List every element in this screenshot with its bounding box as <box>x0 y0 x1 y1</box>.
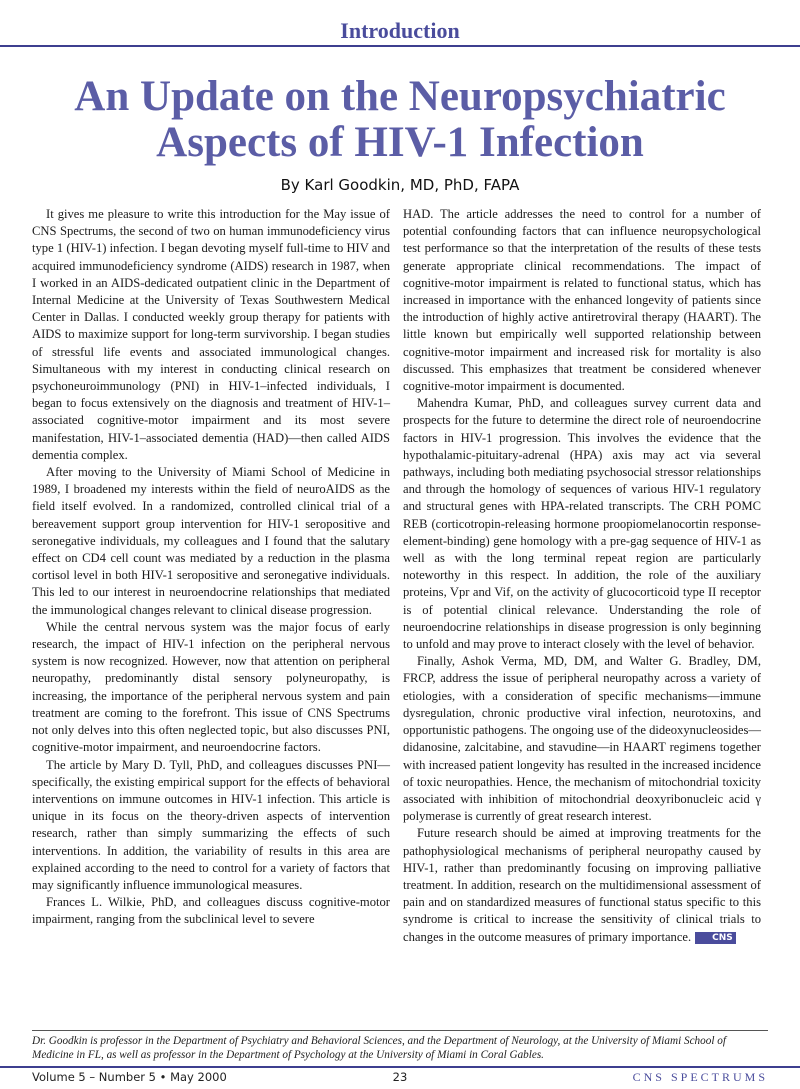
byline: By Karl Goodkin, MD, PhD, FAPA <box>280 176 520 194</box>
paragraph: Mahendra Kumar, PhD, and colleagues survey current data and prospects for the future to determine the direct role of neuroendocrine factors in HIV-1 progression. This involves the evidence that the hypothalamic-pituitary-adrenal (HPA) axis may act via several pathways, including both mediating psychosocial stressor relationships and through the homology of sequences of various HIV-1 regulatory and structural genes with HPA-related transcripts. The CRH POMC REB (corticotropin-releasing hormone proopiomelanocortin response-element-binding) gene homology with a pre-gag sequence of HIV-1 as well as with the long terminal repeat region are particularly noteworthy in this respect. In addition, the role of the auxiliary proteins, Vpr and Vif, on the activity of glucocorticoid type II receptor is of potential clinical relevance. Understanding the role of neuroendocrine relationships in disease progression is only beginning to unfold and may prove to interact closely with the level of behavior. <box>403 396 761 652</box>
paragraph-text: Future research should be aimed at improving treatments for the pathophysiological mechanisms of peripheral neuropathy caused by HIV-1, rather than predominantly focusing on improving palliative treatment. In addition, research on the multidimensional assessment of pain and on standardized measures of functional status specific to this syndrome is critical to increase the sensitivity of clinical trials to changes in the outcome measures of primary importance. <box>403 826 761 944</box>
footnote-rule <box>32 1030 768 1031</box>
page-footer <box>0 1066 800 1089</box>
paragraph: It gives me pleasure to write this introduction for the May issue of CNS Spectrums, the second of two on human immunodeficiency virus type 1 (HIV-1) infection. I began devoting myself full-time to HIV and acquired immunodeficiency syndrome (AIDS) research in 1987, when I worked in an AIDS-dedicated outpatient clinic in the Department of Internal Medicine at the University of Texas Southwestern Medical Center in Dallas. I conducted weekly group therapy for patients with AIDS to maximize support for long-term survivorship. I began studies of stressful life events and associated immunological changes. Simultaneous with my interest in conducting clinical research on psychoneuroimmunology (PNI) in HIV-1–infected individuals, I began to focus extensively on the diagnosis and treatment of HIV-1–associated cognitive-motor impairment and its most severe manifestation, HIV-1–associated dementia (HAD)—then called AIDS dementia complex. <box>32 207 390 462</box>
page-number: 23 <box>392 1070 408 1084</box>
right-column <box>403 206 761 946</box>
paragraph: HAD. The article addresses the need to control for a number of potential confounding factors that can influence neuropsychological test performance so that the interpretation of the results of these tests generate appropriate clinical recommendations. The impact of cognitive-motor impairment is related to functional status, which has increased in importance with the enhanced longevity of patients since the introduction of highly active antiretroviral therapy (HAART). The little known but empirically well supported relationship between cognitive-motor impairment and increased risk for mortality is also discussed. This emphasizes that treatment be considered whenever cognitive-motor impairment is documented. <box>403 207 761 394</box>
paragraph: After moving to the University of Miami School of Medicine in 1989, I broadened my interests within the field of neuroAIDS as the field itself evolved. In a randomized, controlled clinical trial of a bereavement support group intervention for HIV-1 seropositive and seronegative individuals, my colleagues and I found that the salutary effect on CD4 cell count was mediated by a reduction in the plasma cortisol level in both HIV-1 seropositive and seronegative individuals. This led to our interest in neuroendocrine relationships that mediated the immunological changes relevant to clinical disease progression. <box>32 465 390 617</box>
author-footnote: Dr. Goodkin is professor in the Department of Psychiatry and Behavioral Sciences, and the Department of Neurology, at the University of Miami School of Medicine in FL, as well as professor in the Department of Psychology at the University of Miami in Coral Gables. <box>32 1035 726 1061</box>
title-line-1: An Update on the Neuropsychiatric <box>74 73 726 120</box>
paragraph: The article by Mary D. Tyll, PhD, and colleagues discusses PNI—specifically, the existing empirical support for the effects of behavioral interventions on immune outcomes in HIV-1 infection. This article is unique in its focus on the theory-driven aspects of intervention research, rather than simply summarizing the effects of such interventions. In addition, the variability of results in this area are explained according to the need to control for a variety of factors that may significantly influence immunological measures. <box>32 757 390 892</box>
left-column <box>32 206 390 929</box>
paragraph: Frances L. Wilkie, PhD, and colleagues discuss cognitive-motor impairment, ranging from the subclinical level to severe <box>32 895 390 927</box>
journal-name: CNS SPECTRUMS <box>632 1070 768 1084</box>
paragraph: Finally, Ashok Verma, MD, DM, and Walter G. Bradley, DM, FRCP, address the issue of peripheral neuropathy across a variety of etiologies, with a consideration of specific mechanisms—immune dysregulation, chronic productive viral infection, neurotoxins, and opportunistic pathogens. The ongoing use of the dideoxynucleosides—didanosine, zalcitabine, and stavudine—in HAART regimens together with increased patient longevity has resulted in the increased incidence of toxic neuropathies. Hence, the mechanism of mitochondrial toxicity associated with inhibition of mitochondrial deoxyribonucleic acid γ polymerase is currently of great research interest. <box>403 654 761 824</box>
section-header <box>0 18 800 46</box>
title-line-2: Aspects of HIV-1 Infection <box>156 119 644 166</box>
article-title <box>30 74 770 166</box>
section-label: Introduction <box>340 18 460 43</box>
header-rule <box>0 45 800 47</box>
paragraph: While the central nervous system was the major focus of early research, the impact of HIV-1 infection on the peripheral nervous system is now recognized. However, now that attention on peripheral neuropathy, predominantly distal sensory polyneuropathy, is increasing, the importance of the peripheral nervous system and pain treatment are coming to the forefront. This issue of CNS Spectrums not only delves into this often neglected topic, but also discusses PNI, cognitive-motor impairment, and neuroendocrine factors. <box>32 619 390 755</box>
end-mark-icon: CNS <box>695 932 736 944</box>
last-paragraph <box>403 825 761 945</box>
issue-info: Volume 5 – Number 5 • May 2000 <box>32 1070 227 1084</box>
